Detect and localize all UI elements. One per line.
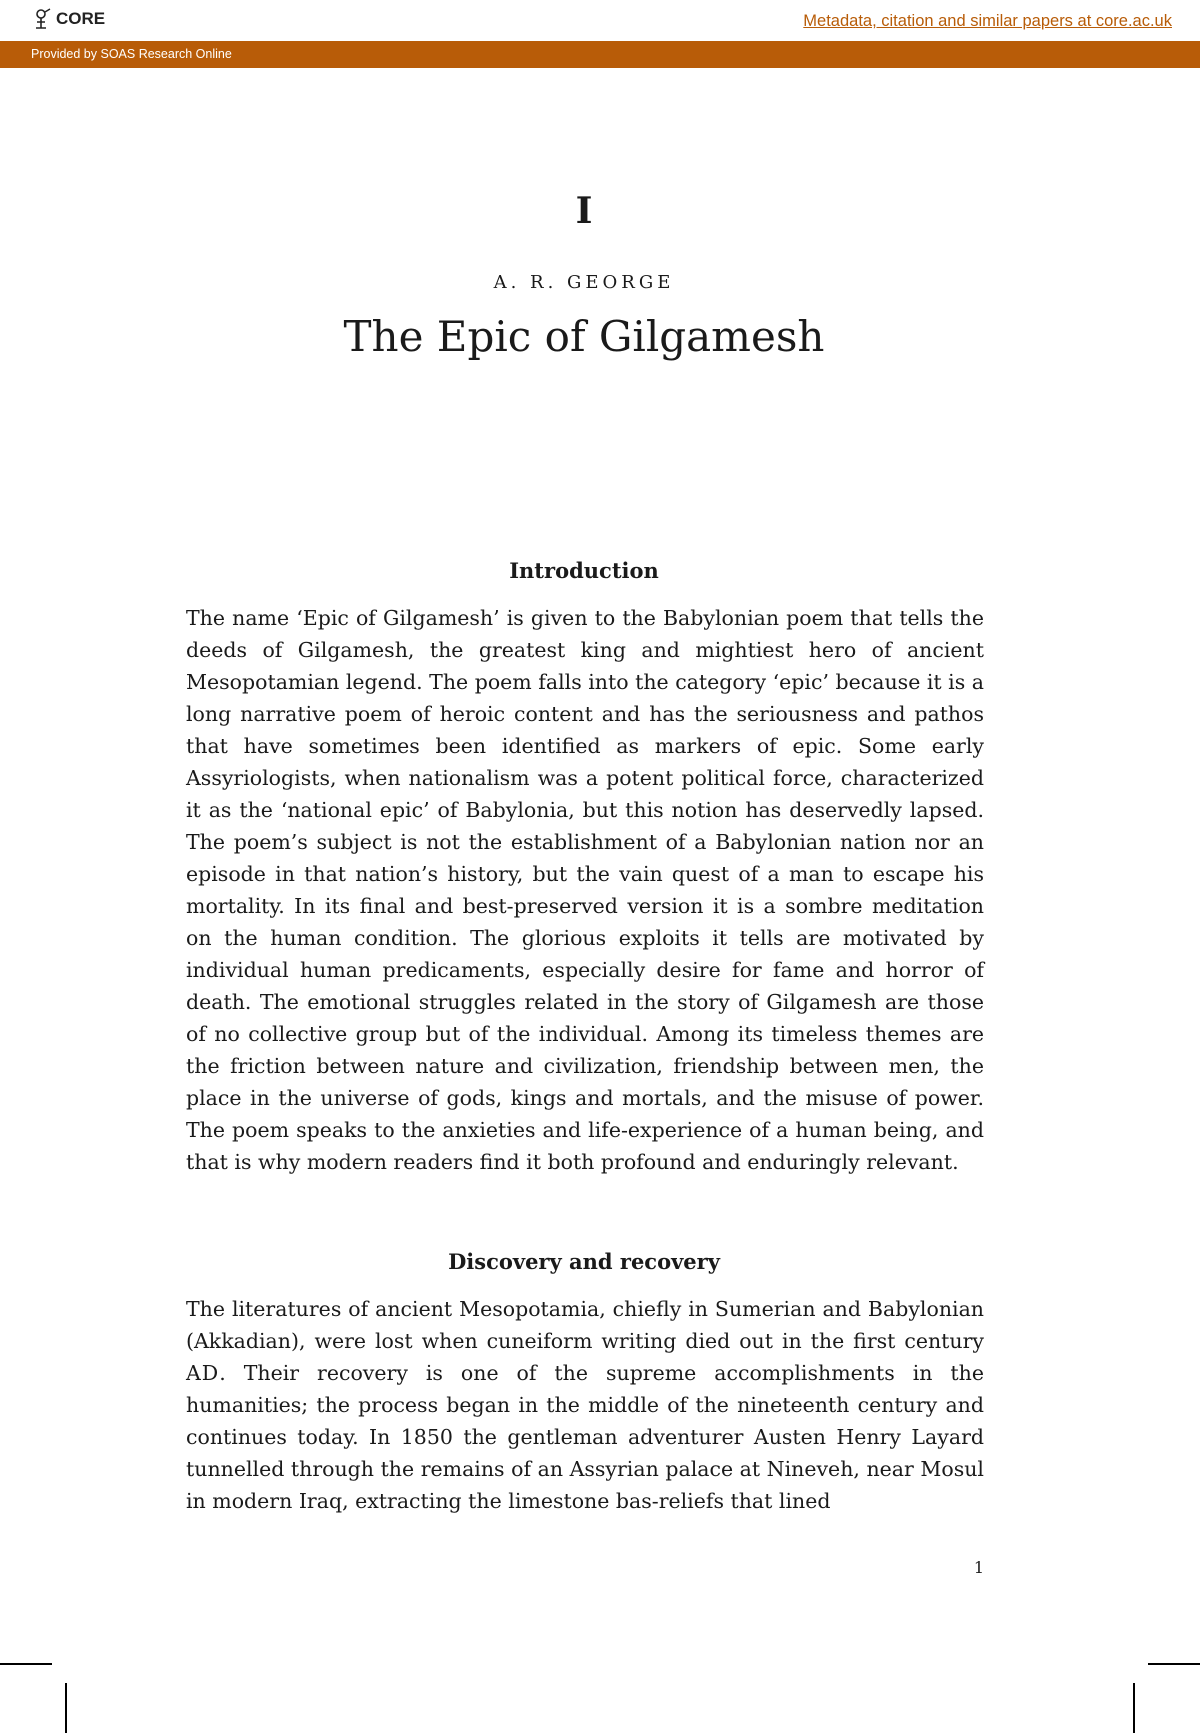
chapter-number: I [575, 190, 593, 232]
discovery-text-part-2: . Their recovery is one of the supreme accomplishments in the humanities; the process began in the middle of the nineteenth century and continues today. In 1850 the gentleman adventurer Austen Henry Layard tunnelled through the remains of an Assyrian palace at Nineveh, near Mosul in modern Iraq, extracting the limestone bas-reliefs that lined [186, 1361, 984, 1513]
discovery-text-part-1: The literatures of ancient Mesopotamia, chiefly in Sumerian and Babylonian (Akkadian), were lost when cuneiform writing died out in the first century [186, 1297, 984, 1353]
discovery-paragraph [186, 1293, 984, 1517]
chapter-author: A. R. GEORGE [493, 272, 675, 293]
crop-mark-left-horizontal [0, 1663, 52, 1665]
crop-mark-right-horizontal [1148, 1663, 1200, 1665]
crop-mark-left-vertical [65, 1683, 67, 1733]
core-metadata-link[interactable]: Metadata, citation and similar papers at core.ac.uk [803, 12, 1172, 30]
section-heading-introduction: Introduction [509, 558, 659, 583]
core-header [0, 0, 1200, 40]
crop-mark-right-vertical [1133, 1683, 1135, 1733]
introduction-paragraph: The name ‘Epic of Gilgamesh’ is given to the Babylonian poem that tells the deeds of Gilgamesh, the greatest king and mightiest hero of ancient Mesopotamian legend. The poem falls into the category ‘epic’ because it is a long narrative poem of heroic content and has the seriousness and pathos that have sometimes been identified as markers of epic. Some early Assyriologists, when nationalism was a potent political force, characterized it as the ‘national epic’ of Babylonia, but this notion has deservedly lapsed. The poem’s subject is not the establishment of a Babylonian nation nor an episode in that nation’s history, but the vain quest of a man to escape his mortality. In its final and best-preserved version it is a sombre meditation on the human condition. The glorious exploits it tells are motivated by individual human predicaments, especially desire for fame and horror of death. The emotional struggles related in the story of Gilgamesh are those of no collective group but of the individual. Among its timeless themes are the friction between nature and civilization, friendship between men, the place in the universe of gods, kings and mortals, and the misuse of power. The poem speaks to the anxieties and life-experience of a human being, and that is why modern readers find it both profound and enduringly relevant. [186, 606, 984, 1174]
era-abbreviation: AD [186, 1361, 220, 1385]
provided-by-text: Provided by SOAS Research Online [31, 47, 232, 61]
core-logo[interactable] [32, 8, 105, 30]
page-number: 1 [973, 1558, 984, 1577]
core-provider-bar [0, 41, 1200, 68]
section-heading-discovery: Discovery and recovery [448, 1249, 720, 1274]
core-logo-text: CORE [56, 9, 106, 28]
chapter-title: The Epic of Gilgamesh [343, 312, 825, 361]
core-logo-icon [32, 8, 54, 30]
